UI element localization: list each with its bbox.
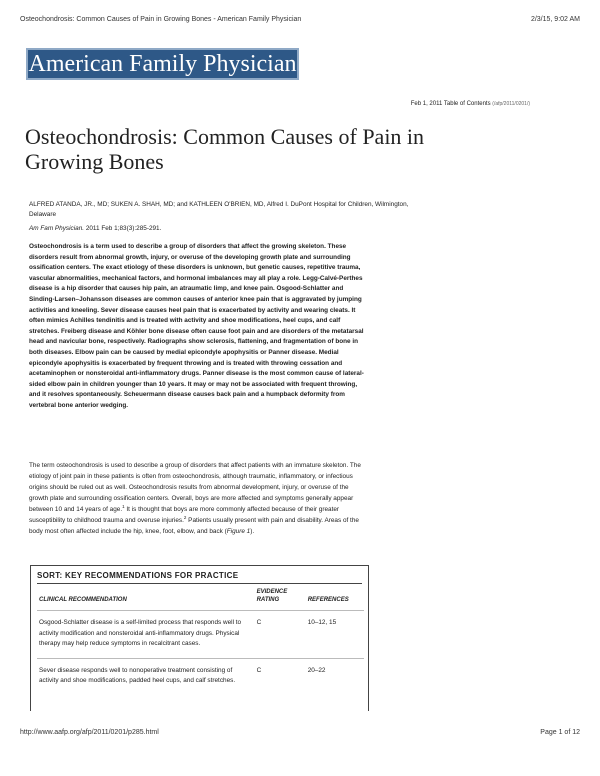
- table-of-contents-path: (/afp/2011/0201/): [492, 101, 530, 107]
- reference-1-link[interactable]: 1: [122, 503, 125, 509]
- reference-2-link[interactable]: 2: [183, 514, 187, 520]
- references-cell[interactable]: 10–12, 15: [306, 611, 364, 659]
- issue-line: [411, 101, 530, 107]
- column-header-references: REFERENCES: [306, 584, 364, 611]
- recommendation-cell: Osgood-Schlatter disease is a self-limited process that responds well to activity modification and nonsteroidal anti-inflammatory drugs. Physical therapy may help reduce symptoms in recalcitrant cases.: [37, 611, 255, 659]
- table-of-contents-link[interactable]: Table of Contents: [443, 101, 491, 107]
- column-header-recommendation: CLINICAL RECOMMENDATION: [37, 584, 255, 611]
- table-row: [37, 611, 364, 659]
- journal-logo-text: American Family Physician: [28, 51, 297, 77]
- body-text-1: The term osteochondrosis is used to describe a group of disorders that affect patients with an immature skeleton. The etiology of joint pain in these patients is often from osteochondrosis, although traumatic, inflammatory, or infectious origins should be ruled out as well. Osteochondrosis results from abnormal development, injury, or overuse of the growth plate and surrounding ossification centers. Overall, boys are more affected and symptoms generally appear between 10 and 14 years of age.: [29, 462, 361, 513]
- print-timestamp: 2/3/15, 9:02 AM: [530, 16, 580, 23]
- print-page-title: Osteochondrosis: Common Causes of Pain in Growing Bones - American Family Physician: [20, 16, 302, 23]
- issue-date: Feb 1, 2011: [410, 101, 443, 107]
- page-url-link[interactable]: http://www.aafp.org/afp/2011/0201/p285.html: [20, 729, 159, 736]
- article-citation: [29, 225, 161, 232]
- figure-1-link[interactable]: Figure 1: [226, 528, 251, 535]
- references-cell[interactable]: 20–22: [307, 666, 326, 674]
- sort-table-title: SORT: KEY RECOMMENDATIONS FOR PRACTICE: [37, 571, 239, 580]
- journal-logo[interactable]: [26, 48, 299, 80]
- print-footer: [20, 729, 580, 736]
- article-abstract: Osteochondrosis is a term used to describe a group of disorders that affect the growing skeleton. These disorders result from abnormal growth, injury, or overuse of the developing growth plate and surrounding ossification centers. The exact etiology of these disorders is unknown, but genetic causes, repetitive trauma, vascular abnormalities, mechanical factors, and hormonal imbalances may all play a role. Legg-Calvé-Perthes disease is a hip disorder that causes hip pain, an atraumatic limp, and knee pain. Osgood-Schlatter and Sinding-Larsen–Johansson diseases are common causes of anterior knee pain that is aggravated by jumping activities and kneeling. Sever disease causes heel pain that is exacerbated by activity and wearing cleats. It often mimics Achilles tendinitis and is treated with activity and shoe modifications, heel cups, and calf stretches. Freiberg disease and Köhler bone disease often cause foot pain and are disorders of the metatarsal head and navicular bone, respectively. Radiographs show sclerosis, flattening, and fragmentation of bone in both diseases. Elbow pain can be caused by medial epicondyle apophysitis or Panner disease. Medial epicondyle apophysitis is exacerbated by frequent throwing and is treated with throwing cessation and acetaminophen or nonsteroidal anti-inflammatory drugs. Panner disease is the most common cause of lateral-sided elbow pain in children younger than 10 years. It may or may not be associated with frequent throwing, and it resolves spontaneously. Scheuermann disease causes back pain and a humpback deformity from vertebral bone anterior wedging.: [29, 243, 364, 409]
- body-text-3: Patients usually present with pain and disability. Areas of the body most often affected include the hip, knee, foot, elbow, and back (: [29, 517, 359, 535]
- recommendations-table: [37, 584, 364, 695]
- article-title: Osteochondrosis: Common Causes of Pain in Growing Bones: [25, 124, 425, 174]
- evidence-rating-cell: C: [255, 611, 306, 659]
- recommendation-cell: Sever disease responds well to nonoperative treatment consisting of activity and shoe modifications, padded heel cups, and calf stretches.: [39, 666, 236, 685]
- journal-name: Am Fam Physician.: [29, 225, 85, 232]
- column-header-evidence-rating: EVIDENCE RATING: [255, 584, 306, 611]
- print-header: [20, 16, 580, 23]
- evidence-rating-cell: C: [256, 666, 262, 674]
- body-text-2: It is thought that boys are more commonly affected because of their greater susceptibility to childhood trauma and overuse injuries.: [29, 506, 340, 524]
- article-authors: ALFRED ATANDA, JR., MD; SUKEN A. SHAH, MD; and KATHLEEN O'BRIEN, MD, Alfred I. DuPont Hospital for Children, Wilmington, Delaware: [29, 201, 409, 218]
- sort-recommendations-table: [30, 565, 369, 711]
- article-body-paragraph: [29, 460, 364, 537]
- table-header-row: [37, 584, 364, 611]
- body-text-4: ).: [250, 528, 255, 535]
- table-row: [37, 658, 364, 695]
- page-number: Page 1 of 12: [540, 729, 580, 736]
- citation-details: 2011 Feb 1;83(3):285-291.: [85, 225, 162, 232]
